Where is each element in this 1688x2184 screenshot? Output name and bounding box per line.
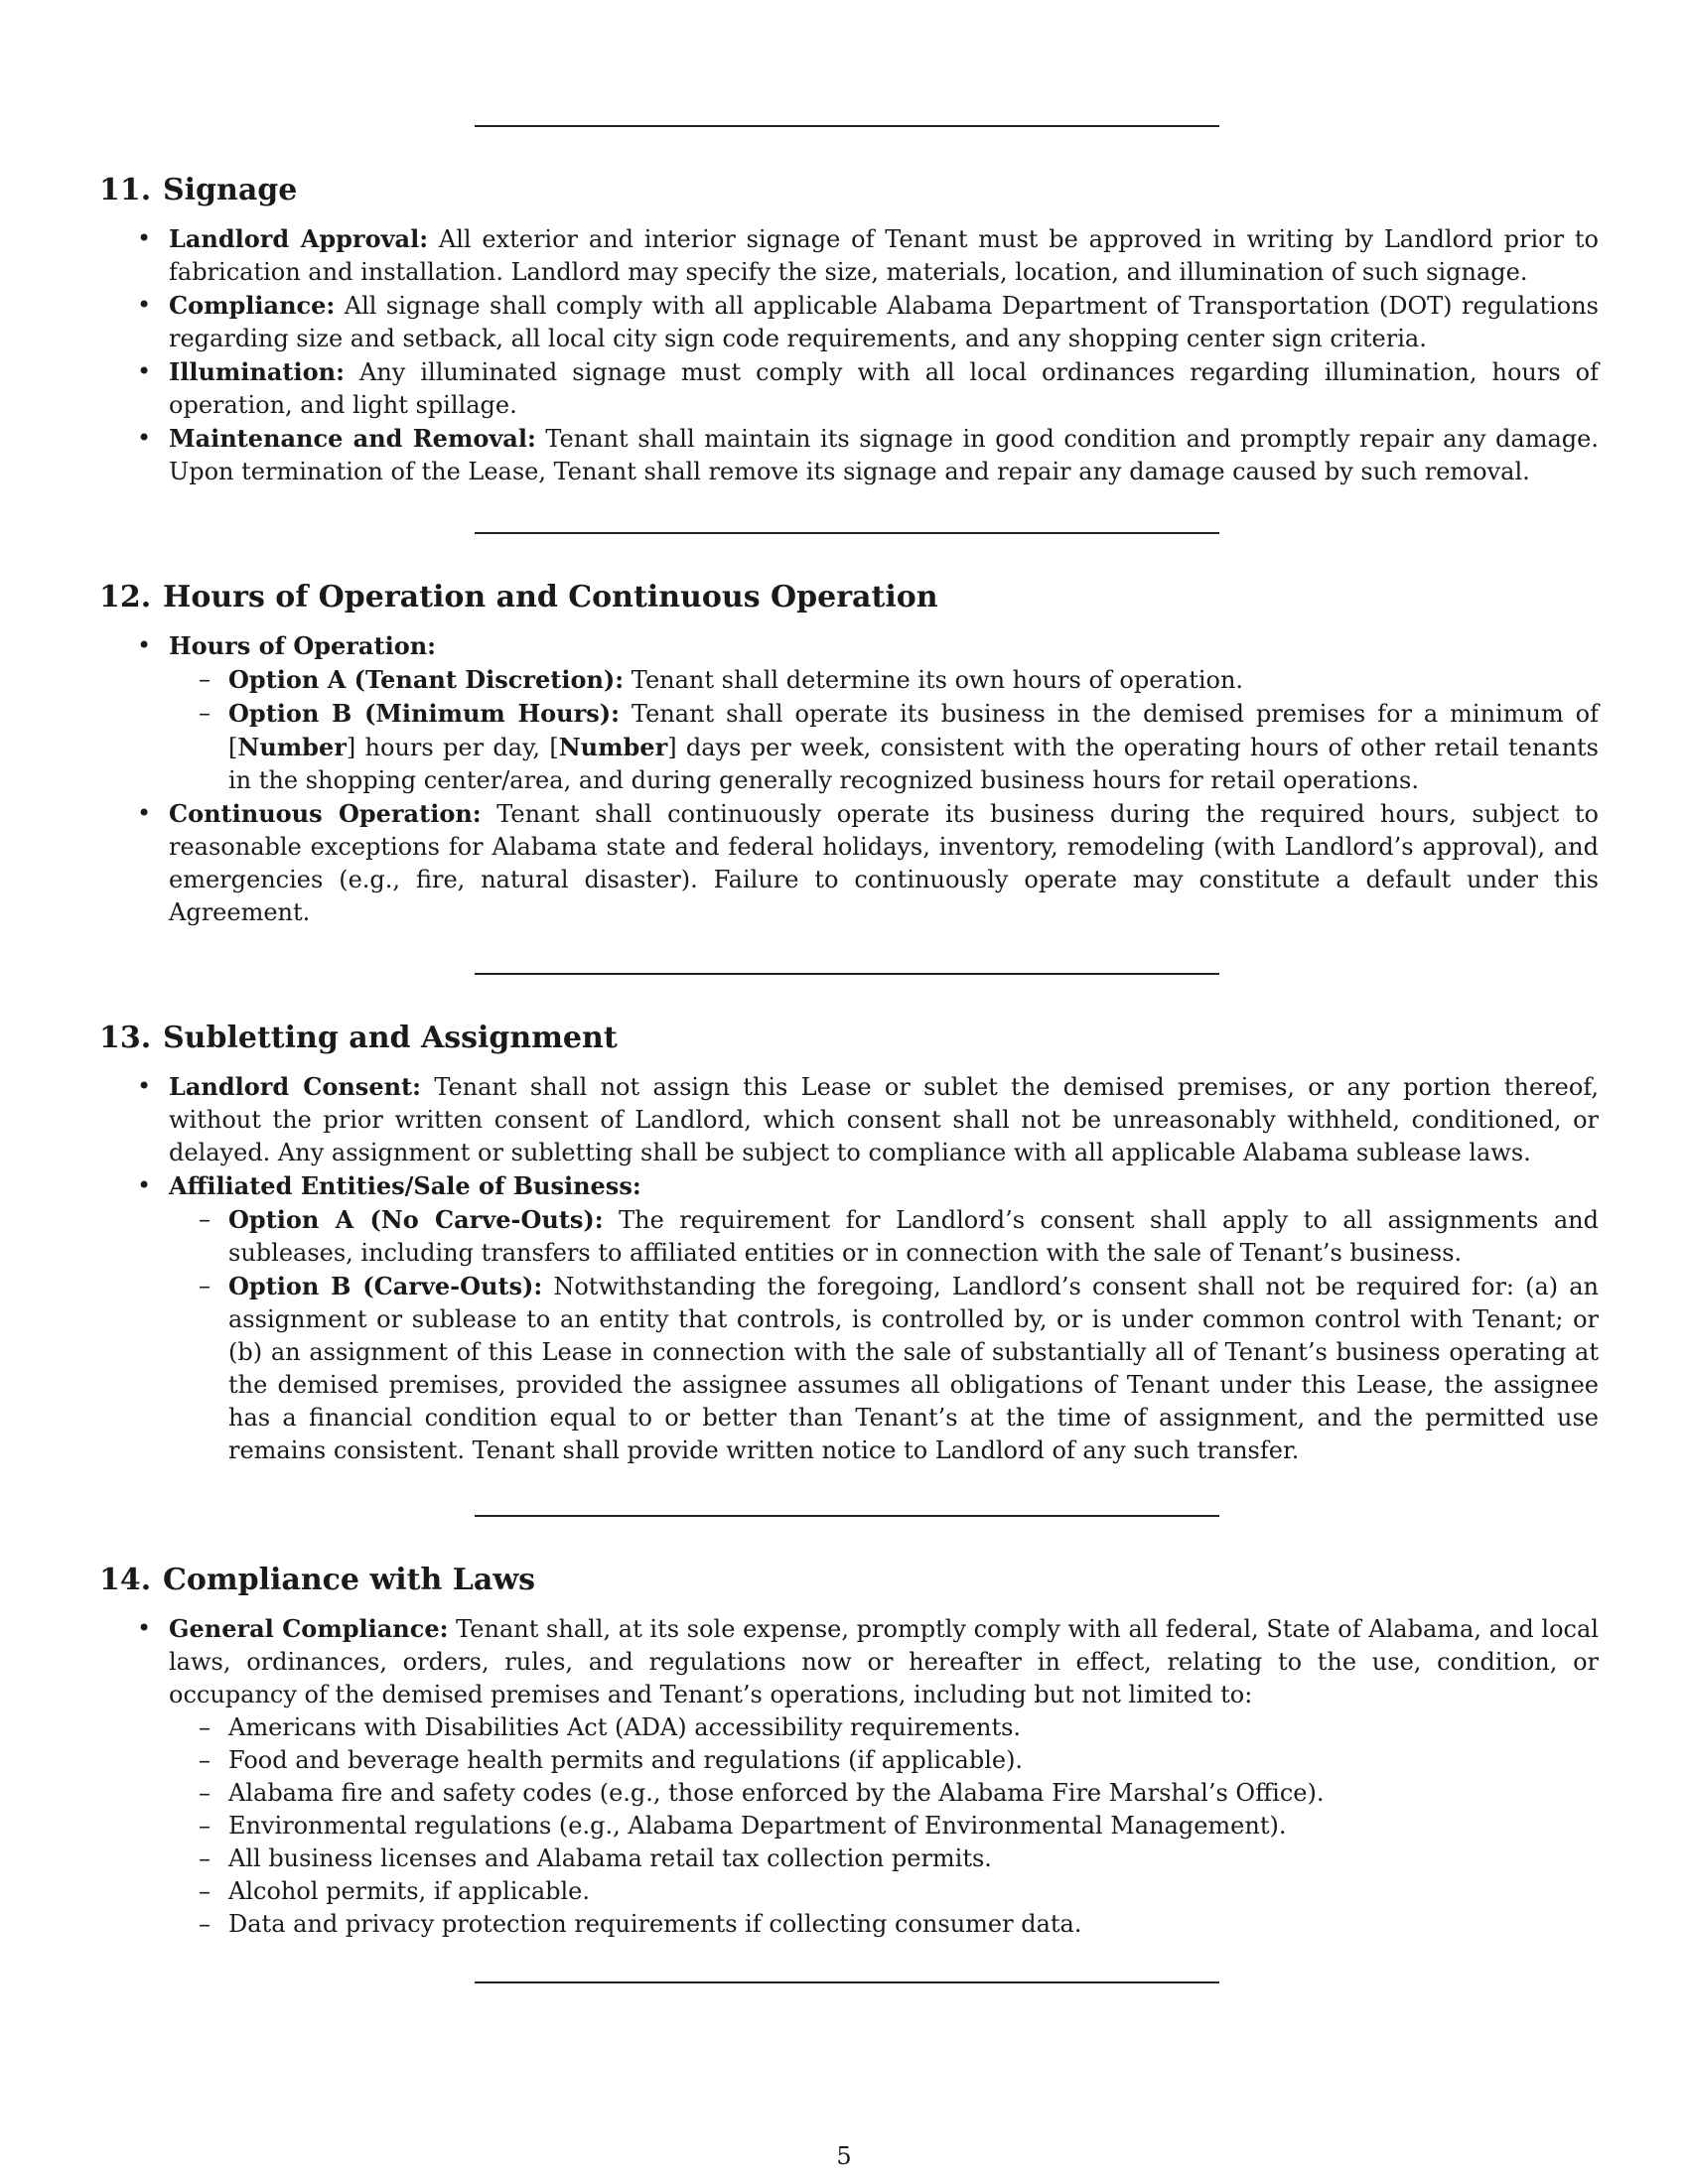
section-heading: 12. Hours of Operation and Continuous Operation (99, 580, 938, 614)
section-divider (475, 973, 1219, 975)
section-14-compliance (99, 1563, 1599, 1941)
sub-list-item: – Americans with Disabilities Act (ADA) accessibility requirements. (169, 1711, 1599, 1744)
list-item: • Affiliated Entities/Sale of Business: – Option A (No Carve-Outs): The requirement for Landlord’s consent shall apply to all assignments and subleases, including transfers to affiliated entities or in connection with the sale of Tenant’s business. – Option B (Carve-Outs): Notwithstanding the foregoing, Landlord’s consent shall not be required for: (a) an assignment or sublease to an entity that controls, is controlled by, or is under common control with Tenant; or (b) an assignment of this Lease in connection with the sale of substantially all of Tenant’s business operating at the demised premises, provided the assignee assumes all obligations of Tenant under this Lease, the assignee has a financial condition equal to or better than Tenant’s at the time of assignment, and the permitted use remains consistent. Tenant shall provide written notice to Landlord of any such transfer. (99, 1169, 1599, 1467)
section-11-signage (99, 173, 1599, 488)
section-12-hours (99, 580, 1599, 929)
section-divider-top (475, 125, 1219, 127)
sub-list-item: – All business licenses and Alabama retail tax collection permits. (169, 1843, 1599, 1875)
list-item: • Continuous Operation: Tenant shall continuously operate its business during the required hours, subject to reasonable exceptions for Alabama state and federal holidays, inventory, remodeling (with Landlord’s approval), and emergencies (e.g., fire, natural disaster). Failure to continuously operate may constitute a default under this Agreement. (99, 797, 1599, 929)
bullet-list (99, 1070, 1599, 1467)
sub-list-item: – Option B (Minimum Hours): Tenant shall operate its business in the demised premises for a minimum of [Number] hours per day, [Number] days per week, consistent with the operating hours of other retail tenants in the shopping center/area, and during generally recognized business hours for retail operations. (169, 697, 1599, 797)
sub-list-item: – Food and beverage health permits and regulations (if applicable). (169, 1744, 1599, 1777)
sub-list-item: – Environmental regulations (e.g., Alabama Department of Environmental Management). (169, 1810, 1599, 1843)
section-divider (475, 1515, 1219, 1517)
sub-list (169, 663, 1599, 797)
list-item: • Landlord Approval: All exterior and interior signage of Tenant must be approved in writing by Landlord prior to fabrication and installation. Landlord may specify the size, materials, location, and illumination of such signage. (99, 222, 1599, 289)
sub-list (169, 1203, 1599, 1467)
page-number: 5 (836, 2142, 852, 2170)
section-heading: 11. Signage (99, 173, 298, 207)
bullet-list (99, 1612, 1599, 1941)
section-heading: 13. Subletting and Assignment (99, 1021, 618, 1055)
list-item: • Hours of Operation: – Option A (Tenant Discretion): Tenant shall determine its own hours of operation. – Option B (Minimum Hours): Tenant shall operate its business in the demised premises for a minimum of [Number] hours per day, [Number] days per week, consistent with the operating hours of other retail tenants in the shopping center/area, and during generally recognized business hours for retail operations. (99, 629, 1599, 797)
bullet-list (99, 629, 1599, 929)
sub-list-item: – Alabama fire and safety codes (e.g., those enforced by the Alabama Fire Marshal’s Office). (169, 1777, 1599, 1810)
sub-list-item: – Alcohol permits, if applicable. (169, 1875, 1599, 1908)
list-item: • Landlord Consent: Tenant shall not assign this Lease or sublet the demised premises, or any portion thereof, without the prior written consent of Landlord, which consent shall not be unreasonably withheld, conditioned, or delayed. Any assignment or subletting shall be subject to compliance with all applicable Alabama sublease laws. (99, 1070, 1599, 1169)
section-13-subletting (99, 1021, 1599, 1467)
list-item: • General Compliance: Tenant shall, at its sole expense, promptly comply with all federal, State of Alabama, and local laws, ordinances, orders, rules, and regulations now or hereafter in effect, relating to the use, condition, or occupancy of the demised premises and Tenant’s operations, including but not limited to: – Americans with Disabilities Act (ADA) accessibility requirements. – Food and beverage health permits and regulations (if applicable). – Alabama fire and safety codes (e.g., those enforced by the Alabama Fire Marshal’s Office). – Environmental regulations (e.g., Alabama Department of Environmental Management). – All business licenses and Alabama retail tax collection permits. – Alcohol permits, if applicable. – Data and privacy protection requirements if collecting consumer data. (99, 1612, 1599, 1941)
section-divider-bottom (475, 1981, 1219, 1983)
bullet-list (99, 222, 1599, 488)
sub-list-item: – Data and privacy protection requirements if collecting consumer data. (169, 1908, 1599, 1941)
sub-list-item: – Option A (Tenant Discretion): Tenant shall determine its own hours of operation. (169, 663, 1599, 697)
sub-list-item: – Option B (Carve-Outs): Notwithstanding the foregoing, Landlord’s consent shall not be required for: (a) an assignment or sublease to an entity that controls, is controlled by, or is under common control with Tenant; or (b) an assignment of this Lease in connection with the sale of substantially all of Tenant’s business operating at the demised premises, provided the assignee assumes all obligations of Tenant under this Lease, the assignee has a financial condition equal to or better than Tenant’s at the time of assignment, and the permitted use remains consistent. Tenant shall provide written notice to Landlord of any such transfer. (169, 1270, 1599, 1467)
section-divider (475, 532, 1219, 534)
list-item: • Illumination: Any illuminated signage must comply with all local ordinances regarding illumination, hours of operation, and light spillage. (99, 355, 1599, 422)
list-item: • Maintenance and Removal: Tenant shall maintain its signage in good condition and promptly repair any damage. Upon termination of the Lease, Tenant shall remove its signage and repair any damage caused by such removal. (99, 422, 1599, 488)
section-heading: 14. Compliance with Laws (99, 1563, 536, 1597)
list-item: • Compliance: All signage shall comply with all applicable Alabama Department of Transportation (DOT) regulations regarding size and setback, all local city sign code requirements, and any shopping center sign criteria. (99, 289, 1599, 355)
sub-list-item: – Option A (No Carve-Outs): The requirement for Landlord’s consent shall apply to all assignments and subleases, including transfers to affiliated entities or in connection with the sale of Tenant’s business. (169, 1203, 1599, 1270)
sub-list (169, 1711, 1599, 1941)
